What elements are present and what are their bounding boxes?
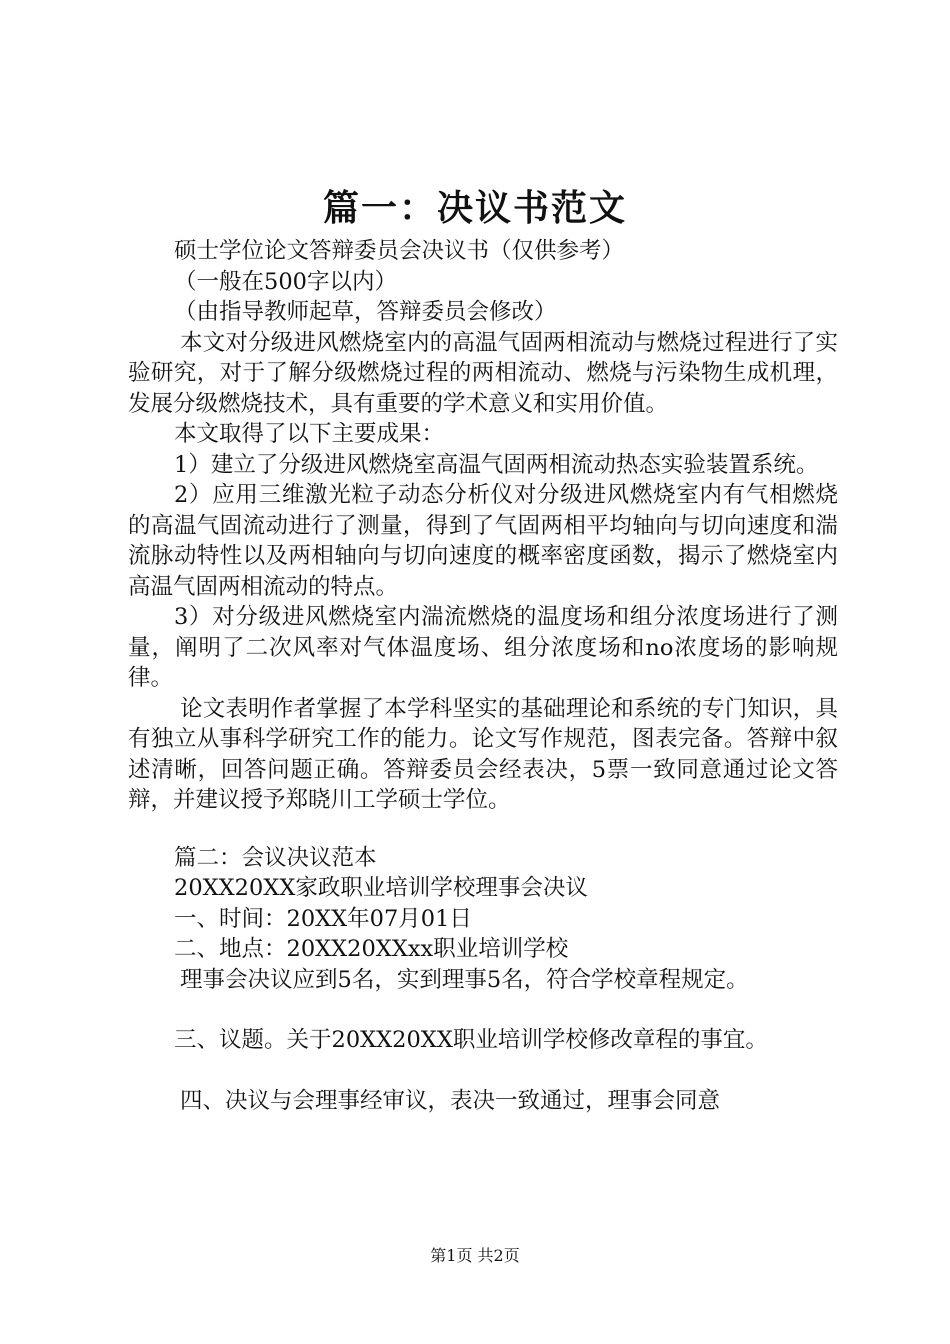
document-title: 篇一：决议书范文 bbox=[322, 187, 627, 229]
paragraph: 1）建立了分级进风燃烧室高温气固两相流动热态实验装置系统。 bbox=[174, 451, 819, 478]
paragraph: 一、时间：20XX年07月01日 bbox=[174, 905, 472, 932]
paragraph: 20XX20XX家政职业培训学校理事会决议 bbox=[174, 875, 588, 901]
page-footer: 第1页 共2页 bbox=[430, 1246, 520, 1265]
paragraph: （一般在500字以内） bbox=[174, 268, 397, 295]
paragraph: 二、地点：20XX20XXxx职业培训学校 bbox=[174, 936, 569, 962]
paragraph: 本文取得了以下主要成果： bbox=[174, 421, 445, 447]
paragraph: 2）应用三维激光粒子动态分析仪对分级进风燃烧室内有气相燃烧的高温气固流动进行了测量，得到了气固两相平均轴向与切向速度和湍流脉动特性以及两相轴向与切向速度的概率密度函数，揭示了燃烧室内高温气固两相流动的特点。 bbox=[128, 482, 838, 600]
paragraph: 三、议题。关于20XX20XX职业培训学校修改章程的事宜。 bbox=[174, 1027, 768, 1053]
paragraph: （由指导教师起草，答辩委员会修改） bbox=[174, 299, 557, 325]
paragraph: 硕士学位论文答辩委员会决议书（仅供参考） bbox=[174, 238, 625, 264]
section-heading: 篇二：会议决议范本 bbox=[174, 844, 377, 871]
paragraph: 理事会决议应到5名，实到理事5名，符合学校章程规定。 bbox=[180, 966, 749, 993]
document-body bbox=[128, 236, 838, 1116]
paragraph: 3）对分级进风燃烧室内湍流燃烧的温度场和组分浓度场进行了测量，阐明了二次风率对气体温度场、组分浓度场和no浓度场的影响规律。 bbox=[128, 604, 838, 691]
paragraph: 论文表明作者掌握了本学科坚实的基础理论和系统的专门知识，具有独立从事科学研究工作的能力。论文写作规范，图表完备。答辩中叙述清晰，回答问题正确。答辩委员会经表决，5票一致同意通过论文答辩，并建议授予郑晓川工学硕士学位。 bbox=[128, 695, 838, 813]
paragraph: 四、决议与会理事经审议，表决一致通过，理事会同意 bbox=[180, 1087, 721, 1114]
paragraph: 本文对分级进风燃烧室内的高温气固两相流动与燃烧过程进行了实验研究，对于了解分级燃烧过程的两相流动、燃烧与污染物生成机理，发展分级燃烧技术，具有重要的学术意义和实用价值。 bbox=[128, 329, 838, 417]
